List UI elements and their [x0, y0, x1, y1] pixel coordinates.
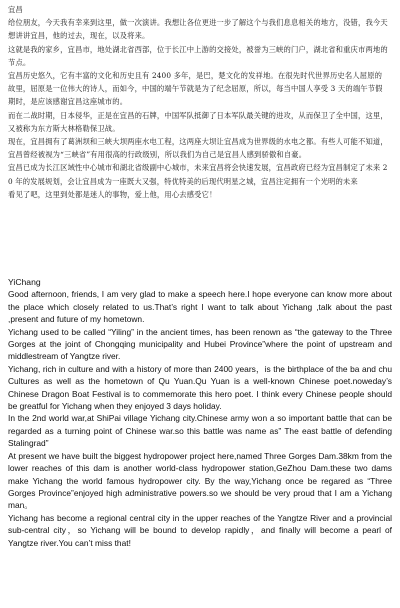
chinese-title: 宜昌	[8, 5, 23, 14]
chinese-paragraph: 给位朋友，今天我有幸来到这里，做一次演讲。我想让各位更进一步了解这个与我们息息相关的地方，没错，我今天想讲讲宜昌，他的过去，现在，以及将来。	[8, 18, 388, 41]
chinese-paragraph: 看见了吧，这里到处都是迷人的事物，爱上他，用心去感受它！	[8, 189, 217, 199]
english-paragraph: Yichang, rich in culture and with a history of more than 2400 years，is the birthplace of the ba and chu Cultures as well as the hometown of Qu Yuan.Qu Yuan is a well-known Chinese poet.noweday’s Chinese Dragon Boat Festival is to commemorate this hero poet. I think every Chinese people should be greatful for Yichang when they enjoyed 3 days holiday.	[8, 363, 392, 412]
english-paragraph: At present we have built the biggest hydropower project here,named Three Gorges Dam.38km from the lower reaches of this dam is another world-class hydropower station,GeZhou Dam.these two dams make Yichang the world famous hydropower city. By the way,Yichang once be regared as “Three Gorges Province”enjoyed high administrative powers.so we should be very proud that I am a Yichang man。	[8, 450, 392, 511]
chinese-paragraph: 宜昌历史悠久，它有丰富的文化和历史且有 2400 多年，是巴，楚文化的发祥地。在很先时代世界历史名人屈原的故里，屈原是一位伟大的诗人，而如今，中国的端午节就是为了纪念屈原，所以，每当中国人享受 3 天的端午节假期时，是应该感谢宜昌这座城市的。	[8, 71, 383, 107]
english-title: YiChang	[8, 277, 41, 287]
english-paragraph: Yichang has become a regional central city in the upper reaches of the Yangtze River and a provincial sub-central city，so Yichang will be bound to develop rapidly，and finally will become a pearl of Yangtze river.You can’t miss that!	[8, 512, 392, 548]
english-paragraph: Good afternoon, friends, I am very glad to make a speech here.I hope everyone can know more about the place which closely related to us.That’s right I want to talk about Yichang ,talk about the past ,present and future of my hometown.	[8, 289, 392, 325]
chinese-paragraph: 宜昌已成为长江区域性中心城市和湖北省级副中心城市，未来宜昌将会快速发展，宜昌政府已经为宜昌制定了未来 20 年的发展规划，会让宜昌成为一座既大又强，特优特美的后现代明星之城，宜昌注定拥有一个光明的未来	[8, 163, 388, 186]
chinese-paragraph: 这就是我的家乡，宜昌市，地处湖北省西部，位于长江中上游的交接处，被誉为三峡的门户，湖北省和重庆市两地的节点。	[8, 44, 388, 67]
chinese-section	[8, 3, 388, 201]
english-paragraph: Yichang used to be called “Yiling” in the ancient times, has been renown as “the gateway to the Three Gorges at the joint of Chongqing municipality and Hubei Province”where the point of upstream and middlestream of Yangtze river.	[8, 326, 392, 362]
english-paragraph: In the 2nd world war,at ShiPai village Yichang city.Chinese army won a so important battle that can be regarded as a turning point of Chinese war.so this battle was name as” The east battle of defending Stalingrad”	[8, 413, 392, 449]
chinese-paragraph: 而在二战时期，日本侵华，正是在宜昌的石牌，中国军队抵御了日本军队最关键的进攻，从而保卫了全中国，这里，又被称为东方斯大林格勒保卫战。	[8, 110, 388, 133]
chinese-paragraph: 现在，宜昌拥有了葛洲坝和三峡大坝两座水电工程，这两座大坝让宜昌成为世界级的水电之都。有些人可能不知道，宜昌曾经被视为“三峡省”有用很高的行政级别，所以我们为自己是宜昌人感到骄傲和自豪。	[8, 137, 388, 160]
english-section	[8, 276, 392, 549]
